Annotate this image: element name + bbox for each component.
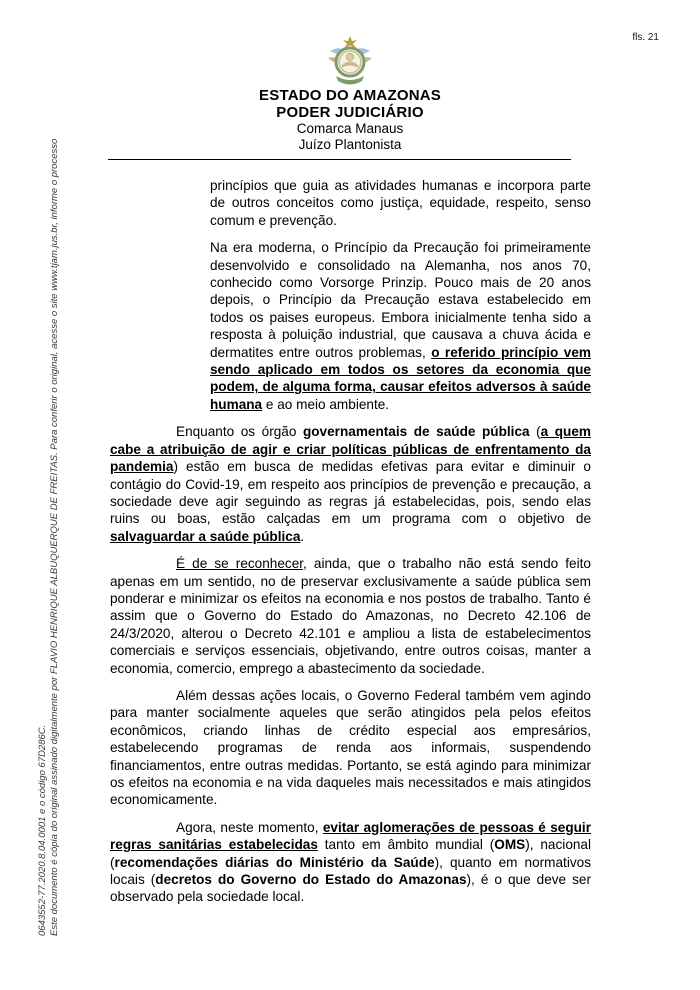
text-run: Agora, neste momento, xyxy=(176,819,323,835)
quote-paragraph xyxy=(210,177,591,229)
text-run: tanto em âmbito mundial ( xyxy=(317,837,495,853)
text-run: Na era moderna, o Princípio da Precaução foi primeiramente desenvolvido e consolidado na Alemanha, nos anos 70, conhecido como Vorsorge Prinzip. Pouco mais de 20 anos depois, o Princípio da Precaução estava estabelecido em todos os paises europeus. Embora inicialmente tenha sido a resposta à poluição industrial, que causava a chuva ácida e dermatites entre outros problemas, xyxy=(210,240,591,360)
quote-paragraph xyxy=(210,239,591,413)
text-run-underline: É de se reconhecer xyxy=(176,556,304,572)
header-separator-line xyxy=(108,159,571,160)
text-run: Além dessas ações locais, o Governo Federal também vem agindo para manter socialmente aqueles que serão atingidos pela pelos efeitos econômicos, criando linhas de crédito especial aos empresários, estabelecendo programas de renda aos informais, suspendendo financiamentos, entre outras medidas. Portanto, se está agindo para minimizar os efeitos na economia e na vida daqueles mais necessitados e mais atingidos economicamente. xyxy=(110,687,591,808)
header-state-name: ESTADO DO AMAZONAS xyxy=(259,87,441,104)
text-run-bold: OMS xyxy=(494,837,526,853)
body-paragraph xyxy=(110,423,591,545)
text-run: Enquanto os órgão xyxy=(176,424,303,440)
text-run-bold: governamentais de saúde pública xyxy=(302,424,530,440)
body-paragraph xyxy=(110,819,591,906)
header-comarca: Comarca Manaus xyxy=(296,121,404,136)
process-number-text: 0643552-77.2020.8.04.0001 e o código 67D286C. xyxy=(37,724,48,936)
text-run-bold: recomendações diárias do Ministério da Saúde xyxy=(114,854,435,870)
amazonas-coat-of-arms-icon xyxy=(327,36,373,86)
text-run-bold-underline: evitar aglomerações de pessoas é seguir regras sanitárias estabelecidas xyxy=(110,819,591,853)
text-run: ), quanto em normativos locais ( xyxy=(110,854,591,888)
body-paragraph xyxy=(110,555,591,677)
digital-certification-text: Este documento é cópia do original assinado digitalmente por FLAVIO HENRIQUE ALBUQUERQUE DE FREITAS. Para conferir o original, acesse o site www.tjam.jus.br, informe o processo xyxy=(49,138,60,936)
header-branch-name: PODER JUDICIÁRIO xyxy=(276,103,424,121)
text-run-bold: decretos do Governo do Estado do Amazonas xyxy=(155,872,467,888)
text-run: . xyxy=(300,528,305,544)
text-run-bold-underline: a quem cabe a atribuição de agir e criar políticas públicas de enfrentamento da pandemia xyxy=(110,424,591,475)
folio-number: fls. 21 xyxy=(632,32,659,43)
text-run: ), é o que deve ser observado pela sociedade local. xyxy=(110,872,591,905)
text-run-bold-underline: salvaguardar a saúde pública xyxy=(110,528,301,544)
text-run: princípios que guia as atividades humanas e incorpora parte de outros conceitos como justiça, equidade, respeito, senso comum e prevenção. xyxy=(210,178,591,228)
header-juizo: Juízo Plantonista xyxy=(298,137,402,152)
text-run: e ao meio ambiente. xyxy=(262,396,390,412)
text-run: ( xyxy=(529,424,541,440)
document-body xyxy=(110,177,591,916)
text-run: ) estão em busca de medidas efetivas para evitar e diminuir o contágio do Covid-19, em respeito aos princípios de prevenção e precaução, a sociedade deve agir seguindo as regras já estabelecidas, pois, sendo elas ruins ou boas, estão calçadas em um programa com o objetivo de xyxy=(110,459,591,527)
body-paragraph xyxy=(110,687,591,809)
court-letterhead xyxy=(0,36,700,153)
text-run: ), nacional ( xyxy=(110,837,592,870)
text-run-bold-underline: o referido princípio vem sendo aplicado em todos os setores da economia que podem, de alguma forma, causar efeitos adversos à saúde humana xyxy=(210,344,591,412)
text-run: , ainda, que o trabalho não está sendo feito apenas em um sentido, no de preservar exclusivamente a saúde pública sem ponderar e minimizar os efeitos na economia e nos postos de trabalho. Tanto é assim que o Governo do Estado do Amazonas, no Decreto 42.106 de 24/3/2020, alterou o Decreto 42.101 e ampliou a lista de estabelecimentos comerciais e serviços essenciais, objetivando, entre outros coisas, manter a economia, comercio, emprego a abastecimento da sociedade. xyxy=(110,556,591,676)
